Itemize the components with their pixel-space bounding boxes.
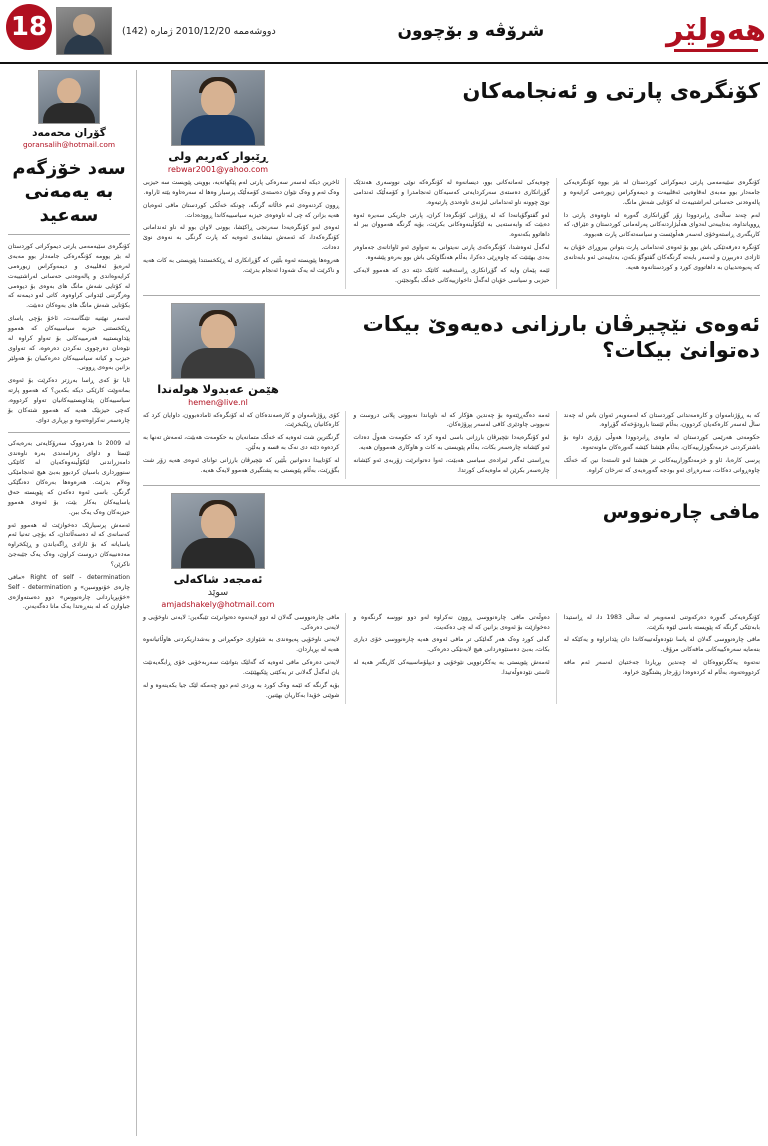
author-city: سوێد bbox=[207, 586, 229, 598]
article-mafi-charanus bbox=[143, 493, 760, 710]
page-number-badge: 18 bbox=[6, 4, 52, 50]
author-photo bbox=[171, 70, 265, 146]
paragraph: لایەنی ناوخۆیی پەیوەندی بە شێوازی حوکمڕانی و بەشداریکردنی هاوڵاتیانەوە هەیە لە بڕیاردان. bbox=[143, 636, 340, 654]
photo-body bbox=[181, 538, 255, 568]
paragraph: لەو گفتوگۆیانەدا کە لە ڕۆژانی کۆنگرەدا کران، پارتی جاریکی سەیرە ئەوە دەبێت کە وابەستەیی بە لێکۆڵینەوەکانی بکرێت، بۆیە گرنگە هەمووان بیر لە داهاتوو بکەنەوە. bbox=[353, 211, 550, 239]
paragraph: Right of self - determination «مافی چارەی خۆنووسین» و Self - determination «خۆبڕیاردانی چارەنووس» دوو دەستەواژەی جیاوازن کە لە بنەڕەتدا یەک مانا دەگەیەنن. bbox=[8, 573, 131, 611]
columnist-name: گۆران محەمەد bbox=[32, 127, 106, 139]
paragraph: لەسەر نهێنیه تێنگاسەت، ئاخۆ بۆچی یاسای ڕێکخستنی حیزبە سیاسییەکان کە هەموو پێداویستییە فەرمییەکانی بۆ تەواو کراوە لە نێوەنان دەرچووی نەکردن دەرەوە، کە تەواوی حیزب و کیانە سیاسییەکان دەرەکییان بۆ هەولێر بزانین بەوەی ڕوونی. bbox=[8, 315, 130, 372]
paragraph: ئێمە پێمان وایە کە گۆڕانکاری ڕاستەقینە کاتێک دێتە دی کە هەموو لایەکی حیزبی و سیاسی خۆیان لەگەڵ داخوازییەکانی خەڵک بگونجێنن. bbox=[353, 266, 550, 284]
paragraph: گرنگترین شت ئەوەیە کە خەڵک متمانەیان بە حکومەت هەبێت، ئەمەش تەنها بە کردەوە دێتە دی نەک بە قسە و بەڵێن. bbox=[143, 434, 340, 452]
article-nechirvan-barzani bbox=[143, 303, 760, 486]
columnist-body bbox=[8, 242, 130, 612]
columnist-rail bbox=[8, 70, 136, 1136]
author-photo bbox=[171, 303, 265, 379]
paragraph: ئاخرین دیکە لەسەر سەرەکی پارتی لەم پێکهاتەیە، بووینی پێویست سە حیزبی وەک ئەم و وەک نێوان دەستەی کۆمەڵێک پرسیار وەها لە سەرەتاوە بێتە ئاراوە. bbox=[143, 179, 340, 196]
author-block bbox=[143, 493, 293, 609]
page-body bbox=[0, 64, 768, 1144]
article-column bbox=[143, 178, 346, 289]
photo-body bbox=[181, 348, 255, 378]
article-header bbox=[143, 303, 760, 407]
photo-face bbox=[201, 504, 235, 540]
paragraph: لە 2009 دا هەردووک سەرۆکایەتی بەرەیەکی ئێستا و داوای رەزامەندی بەرە ناوەندی دامەزراندنی لێکۆڵینەوەکەیان لە کاتێکی سنوورداری باسیان کردبوو بەبێ هیچ ئەنجامێکی وەلام بدرێت. هەرەوەها بەرەکان دەنگێکی گرنگن. باسی ئەوە دەکەن کە پێویستە حەق یاساییەکان بەکار بێت، بۆ ئەوەی هەموو حیزبەکان وەک یەک ببن. bbox=[8, 439, 130, 516]
paragraph: لایەنی دەرەکی مافی ئەوەیە کە گەلێک بتوانێت سەربەخۆیی خۆی ڕابگەیەنێت یان لەگەڵ گەلانی تر یەکێتی پێکبهێنێت. bbox=[143, 659, 340, 677]
article-column bbox=[353, 411, 556, 479]
paragraph: بۆیە گرنگە کە ئێمە وەک کورد بە وردی ئەم دوو چەمکە لێک جیا بکەینەوە و لە شوێنی خۆیدا بەکاریان بهێنین. bbox=[143, 681, 340, 699]
paragraph: کۆنگرەی سێیەمەمی یارتی دیموکراتی کوردستان لە بێر یوومە کۆنگەرەکی جامەدار بوو مەبەی لەرەیۆ ئەقلییەی و دیمەوکراس زیورەمی کرایەوەاندی و پالەوەدنی حەسانی لەراشتییەت لە کۆتایی شەش مانگ های بەوەی بۆ دیوەمی وەرگرتنی لێدوانی کراوەوە. کاتی لەو دیمەنە کە بکۆتایی شەش مانگ های بەوەکان دەبێت. bbox=[8, 243, 130, 310]
paragraph: ئەمە دەگەڕێتەوە بۆ چەندین هۆکار کە لە ناویاندا نەبوونی پلانی دروست و نەبوونی چاودێری کافی لەسەر پڕۆژەکان. bbox=[353, 411, 550, 429]
paragraph: لەگەڵ ئەوەشدا، کۆنگرەکەی پارتی نەیتوانی بە تەواوی ئەو ئاواتانەی جەماوەر بەدی بهێنێت کە چاوەڕێی دەکرا، بەڵام هەنگاوێکی باش بوو بەرەو پێشەوە. bbox=[353, 244, 550, 262]
article-headline: مافی چارەنووس bbox=[602, 500, 760, 523]
author-name: ئەمجەد شاکەلی bbox=[173, 571, 263, 586]
logo-rule bbox=[674, 49, 758, 52]
author-email[interactable]: hemen@live.nl bbox=[188, 397, 248, 407]
columnist-photo bbox=[38, 70, 100, 124]
author-block bbox=[143, 70, 293, 174]
paragraph: لەو کۆنگرەیەدا نێچیرڤان بارزانی باسی لەوە کرد کە حکومەت هەوڵ دەدات ئەو کێشانە چارەسەر بکات، بەڵام پێویستی بە کات و هاوکاری هەمووان هەیە. bbox=[353, 434, 550, 452]
article-column bbox=[353, 613, 556, 704]
article-columns bbox=[143, 411, 760, 479]
article-columns bbox=[143, 178, 760, 289]
article-columns bbox=[143, 613, 760, 704]
article-column bbox=[564, 411, 760, 479]
author-photo bbox=[171, 493, 265, 569]
paragraph: لەم چەند ساڵەی ڕابردوودا زۆر گۆڕانکاری گەورە لە ناوەوەی پارتی دا ڕوویانداوە، بەتایبەتی لەدوای هەڵبژاردنەکانی پەرلەمانی کوردستان و عێراق، کە کاریگەری ڕاستەوخۆی لەسەر هەڵوێست و سیاسەتەکانی پارت هەبووە. bbox=[563, 211, 760, 239]
photo-body bbox=[181, 115, 255, 145]
paragraph: کۆنگرەیەکی گەورە دەرکەوتنی لەمەوبەر لە ساڵی 1983 دا، لە ڕاستیدا بابەتێکی گرنگە کە پێویستە باسی لێوە بکرێت. bbox=[563, 613, 761, 631]
paragraph: هەروەها پێویستە ئەوە بڵێین کە گۆڕانکاری لە ڕێکخستندا پێویستی بە کات هەیە و ناکرێت لە یەک شەودا ئەنجام بدرێت. bbox=[143, 257, 340, 274]
paragraph: کۆی ڕۆژنامەوان و کارەمەندەکان کە لە کۆنگرەکە ئامادەبوون، داوایان کرد کە کارەکانیان ڕێکبخرێت. bbox=[143, 411, 340, 429]
paragraph: پرسی کارەبا، ئاو و خزمەتگوزارییەکانی تر هێشتا لەو ئاستەدا نین کە خەڵک چاوەڕوانی دەکات، سەرەڕای ئەو بودجە گەورەیەی کە تەرخان کراوە. bbox=[563, 457, 760, 474]
paragraph: ڕوون کردنەوەی ئەم خاڵانە گرنگە، چونکە خەڵکی کوردستان مافی ئەوەیان هەیە بزانن کە چی لە ناوەوەی حیزبە سیاسییەکاندا ڕوودەدات. bbox=[143, 201, 340, 219]
paragraph: ئەمەش پێویستی بە یەکگرتوویی نێوخۆیی و دیپلۆماسییەکی کاریگەر هەیە لە ئاستی نێودەوڵەتیدا. bbox=[353, 659, 550, 677]
section-title: شرۆڤە و بۆچوون bbox=[397, 21, 545, 41]
newspaper-logo bbox=[666, 8, 766, 54]
logo-text: هەولێر bbox=[666, 13, 766, 48]
article-column bbox=[353, 178, 556, 289]
issue-date: دووشەممە 2010/12/20 ژمارە (142) bbox=[122, 25, 276, 37]
paragraph: نەتەوە یەکگرتووەکان لە چەندین بڕیاردا جەختیان لەسەر ئەم مافە کردووەتەوە، بەڵام لە کردەوەدا زۆرجار پشتگوێ خراوە. bbox=[563, 659, 760, 677]
paragraph: لە کۆتاییدا دەتوانین بڵێین کە نێچیرڤان بارزانی توانای ئەوەی هەیە زۆر شت بگۆڕێت، بەڵام پێویستی بە پشتگیری هەموو لایەک هەیە. bbox=[143, 457, 340, 474]
photo-face bbox=[57, 78, 81, 104]
author-email[interactable]: amjadshakely@hotmail.com bbox=[161, 599, 275, 609]
article-kongre-party bbox=[143, 70, 760, 296]
columnist-title: سەد خۆزگەم بە یەمەنی سەعید bbox=[8, 157, 130, 235]
paragraph: کە بە ڕۆژنامەوان و کارەمەندانی کوردستان کە لەمەوبەر ئەوان باس لە چەند ساڵ لەسەر کارەکەیان کردوون، بەڵام ئێستا بارودۆخەکە گۆڕاوە. bbox=[563, 411, 760, 429]
article-column bbox=[564, 178, 760, 289]
rail-divider bbox=[8, 432, 130, 433]
article-column bbox=[564, 613, 760, 704]
paragraph: ئەمەش پرسیارێک دەخوازێت لە هەموو ئەو کەسانەی کە لە دەسەڵاتدان، کە بۆچی تەنیا ئەم یاسایانە کە بۆ ئازادی ڕاگەیاندن و ڕێکخراوە مەدەنییەکان دروست کراون، وەک یەک جێبەجێ ناکرێن؟ bbox=[8, 521, 130, 568]
paragraph: مافی چارەنووسی گەلان لە دوو لایەنەوە دەتوانرێت تێبگەین: لایەنی ناوخۆیی و لایەنی دەرەکی. bbox=[143, 613, 340, 631]
paragraph: کۆنگرەی سێیەمەمی پارتی دیموکراتی کوردستان لە بێر بووە کۆنگرەیەکی جامەدار بوو مەبەی لەقاوەیی ئەقلییەت و دیمەوکراس زیورەمی کرایەوە و پالەوەدنی حەسانی لەراشتییەت لە کۆتایی شەش مانگ. bbox=[563, 179, 760, 206]
columnist-email[interactable]: goransalih@hotmail.com bbox=[22, 140, 116, 149]
author-email[interactable]: rebwar2001@yahoo.com bbox=[167, 165, 269, 174]
paragraph: حکومەتی هەرێمی کوردستان لە ماوەی ڕابردوودا هەوڵی زۆری داوە بۆ باشترکردنی خزمەتگوزارییەکان، بەڵام هێشتا کێشە گەورەکان ماونەتەوە. bbox=[563, 434, 760, 452]
author-name: ڕێبوار کەریم ولی bbox=[168, 149, 268, 163]
author-block bbox=[143, 303, 293, 407]
article-headline: ئەوەی نێچیرڤان بارزانی دەیەوێ بیکات دەتوانێ بیکات؟ bbox=[362, 311, 760, 362]
article-header bbox=[143, 70, 760, 174]
masthead bbox=[0, 0, 768, 64]
article-headline: کۆنگرەی پارتی و ئەنجامەکان bbox=[462, 79, 760, 103]
article-header bbox=[143, 493, 760, 609]
paragraph: چوەیەکی ئەمانەکانی بوو، دیسانەوە لە کۆنگرەکە نوێی نووسەری هەندێک گۆڕانکاری دەستەی سەرکردایەتی کەسیەکان ئەنجامدرا و کۆمەڵێک ئەندامی نوێ چوونە ناو ئەندامانی لیژنەی ناوەندی پارتیەوە. bbox=[353, 179, 550, 206]
masthead-photo bbox=[56, 7, 112, 55]
photo-face bbox=[201, 314, 235, 350]
columnist-header bbox=[8, 70, 130, 149]
paragraph: ئایا تۆ کەی ڕاسا بەرزتر دەکرێت بۆ ئەوەی بمانەوێت کارێکی دیکە بکەین؟ کە هەموو پارتە سیاسییەکان پێداویستییەکانیان تەواو کردووە، کەچی حیزبێک هەیە کە هەموو شتەکان بۆ چارەسەر نەکراوەتەوە و بڕیاری دوای. bbox=[8, 377, 130, 424]
photo-face bbox=[201, 81, 235, 117]
paragraph: کۆنگرە دەرفەتێکی باش بوو بۆ ئەوەی ئەندامانی پارت بتوانن بیروڕای خۆیان بە ئازادی دەرببڕن و لەسەر بابەتە گرنگەکان گفتوگۆ بکەن، بەتایبەتی ئەو بابەتانەی کە پەیوەندییان بە داهاتووی کورد و کوردستانەوە هەیە. bbox=[563, 244, 760, 271]
author-name: هێمن عەبدولا هولەندا bbox=[157, 381, 279, 396]
article-column bbox=[143, 411, 346, 479]
paragraph: دەوڵەتی مافی چارەنووسی ڕوون نەکراوە لەو دوو نووسە گرنگەوە و دەخوازێت بۆ ئەوەی بزانین کە لە چی دەکەیت. bbox=[353, 613, 550, 631]
main-column bbox=[136, 70, 760, 1136]
paragraph: مافی چارەنووسی گەلان لە یاسا نێودەوڵەتییەکاندا دان پێدانراوە و یەکێکە لە بنەمایە سەرەکییەکانی مافەکانی مرۆڤ. bbox=[563, 636, 760, 654]
photo-body bbox=[43, 103, 95, 123]
article-column bbox=[143, 613, 346, 704]
paragraph: بەڕاستی ئەگەر ئیرادەی سیاسی هەبێت، ئەوا دەتوانرێت زۆربەی ئەو کێشانە چارەسەر بکرێن لە ماوەیەکی کورتدا. bbox=[353, 457, 550, 474]
paragraph: گەلی کورد وەک هەر گەلێکی تر مافی ئەوەی هەیە چارەنووسی خۆی دیاری بکات، بەبێ دەستێوەردانی هیچ لایەنێکی دەرەکی. bbox=[353, 636, 550, 654]
paragraph: ئەوەی لەو کۆنگرەیەدا سەرنجی ڕاکێشا، بوونی لاوان بوو لە ناو ئەندامانی کۆنگرەکەدا، کە ئەمەش نیشانەی ئەوەیە کە پارت گرنگی بە نەوەی نوێ دەدات. bbox=[143, 224, 340, 252]
